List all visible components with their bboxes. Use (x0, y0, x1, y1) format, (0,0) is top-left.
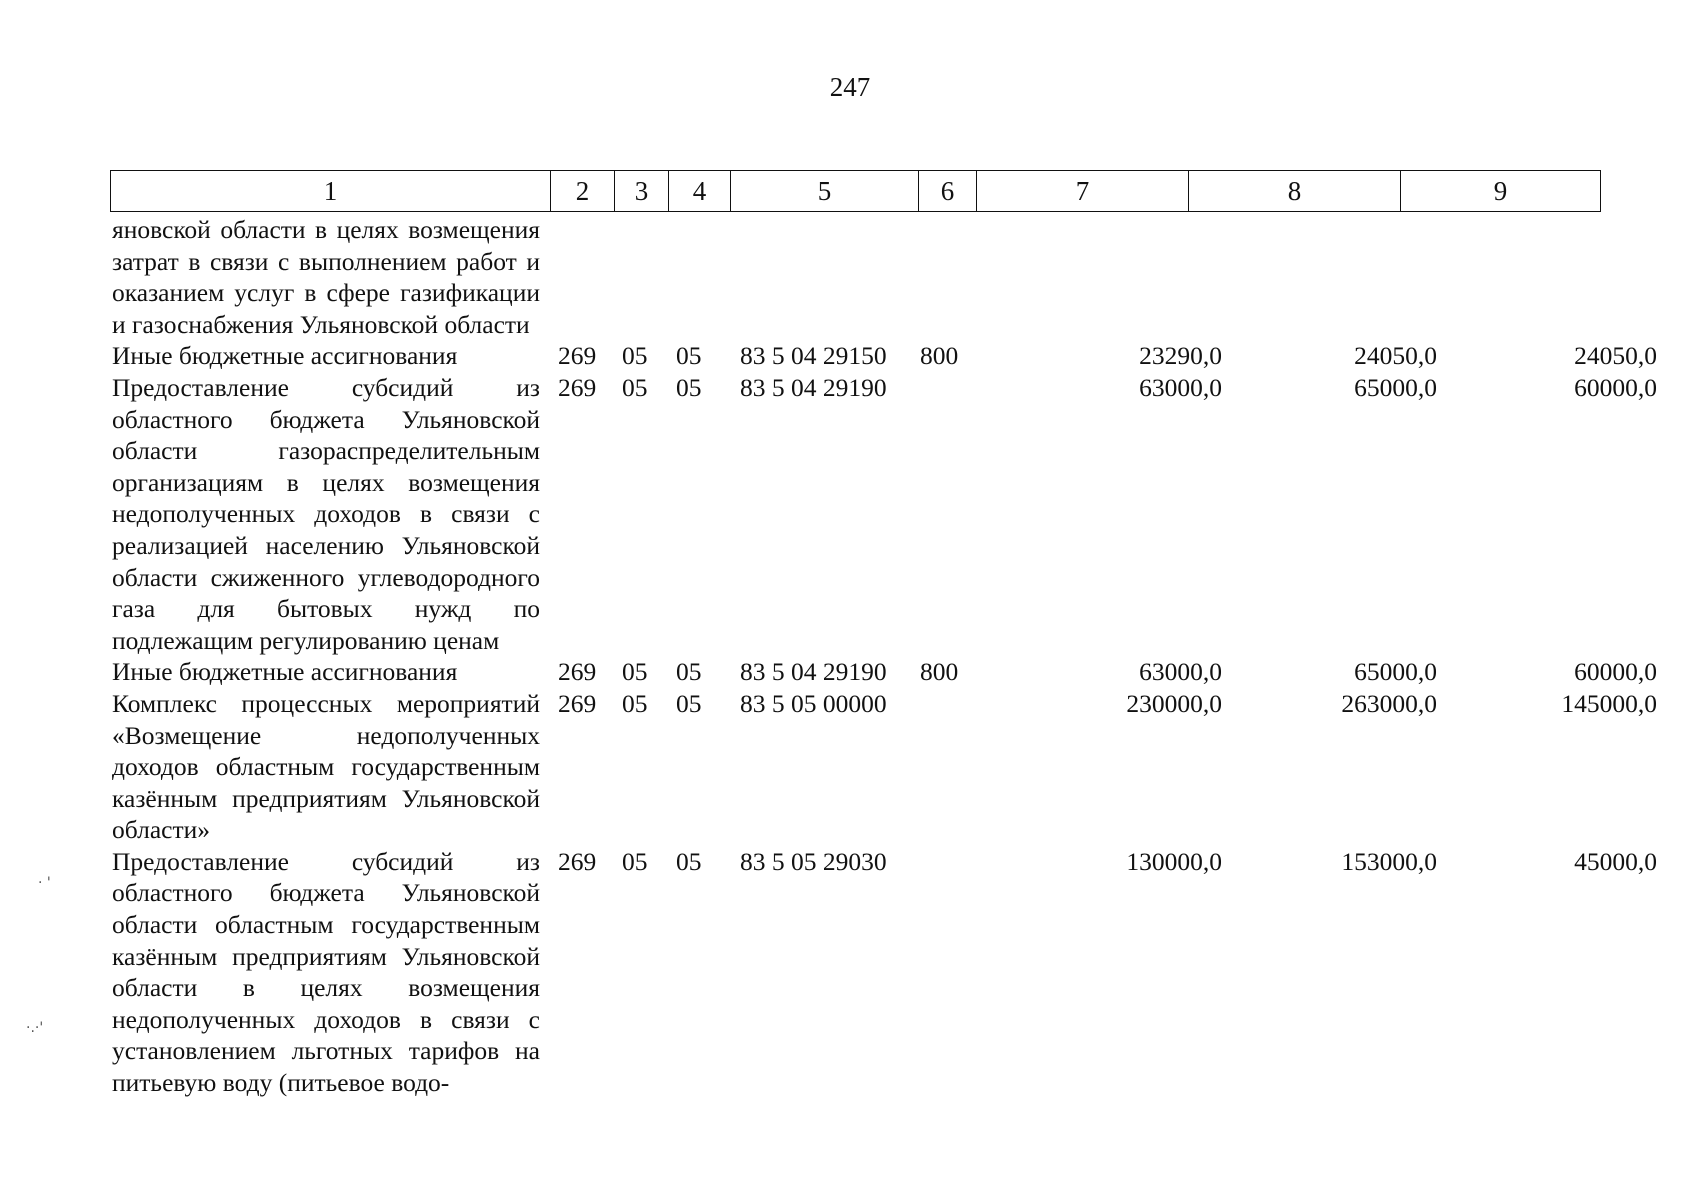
column-header-4: 4 (669, 171, 731, 212)
scan-speck-mark: · ' (38, 875, 51, 891)
column-header-3: 3 (615, 171, 669, 212)
table-row (112, 656, 1657, 688)
row-target-article-code: 83 5 05 29030 (740, 846, 887, 876)
row-ministry-code: 269 (558, 341, 597, 371)
row-amount-col7: 130000,0 (1126, 846, 1222, 876)
row-amount-col9: 145000,0 (1561, 688, 1657, 718)
row-subsection-code: 05 (676, 657, 702, 687)
column-header-1: 1 (111, 171, 551, 212)
column-header-8: 8 (1189, 171, 1401, 212)
row-amount-col8: 153000,0 (1341, 846, 1437, 876)
column-header-2: 2 (551, 171, 615, 212)
row-description: Иные бюджетные ассигнования (112, 341, 458, 371)
scan-speck-mark: ·.·' (26, 1020, 44, 1036)
column-header-9: 9 (1401, 171, 1601, 212)
row-amount-col7: 230000,0 (1126, 688, 1222, 718)
row-description: Предоставление субсидий из областного бюджета Ульяновской области областным государственным казённым предприятиям Ульяновской области в целях возмещения недополученных доходов в связи с установлением льготных тарифов на питьевую воду (питьевое водо- (112, 846, 540, 1098)
table-header (110, 170, 1601, 212)
row-subsection-code: 05 (676, 846, 702, 876)
row-section-code: 05 (622, 657, 648, 687)
row-description: Иные бюджетные ассигнования (112, 657, 458, 687)
row-amount-col8: 263000,0 (1341, 688, 1437, 718)
column-header-6: 6 (919, 171, 977, 212)
row-section-code: 05 (622, 688, 648, 718)
row-subsection-code: 05 (676, 341, 702, 371)
row-target-article-code: 83 5 04 29190 (740, 657, 887, 687)
row-amount-col9: 60000,0 (1574, 657, 1657, 687)
row-target-article-code: 83 5 05 00000 (740, 688, 887, 718)
table-body (112, 214, 1657, 1099)
table-row (112, 340, 1657, 372)
row-amount-col8: 65000,0 (1354, 657, 1437, 687)
row-expense-type-code: 800 (920, 657, 959, 687)
column-header-7: 7 (977, 171, 1189, 212)
row-target-article-code: 83 5 04 29150 (740, 341, 887, 371)
row-amount-col9: 60000,0 (1574, 372, 1657, 402)
row-description: Комплекс процессных мероприятий «Возмещение недополученных доходов областным государственным казённым предприятиям Ульяновской области» (112, 688, 540, 845)
row-amount-col7: 63000,0 (1139, 372, 1222, 402)
table-row (112, 214, 1602, 340)
table-row (112, 688, 1657, 846)
row-description: яновской области в целях возмещения затрат в связи с выполнением работ и оказанием услуг в сфере газификации и газоснабжения Ульяновской области (112, 215, 540, 339)
row-amount-col9: 24050,0 (1574, 341, 1657, 371)
table-row (112, 846, 1657, 1099)
row-expense-type-code: 800 (920, 341, 959, 371)
row-ministry-code: 269 (558, 688, 597, 718)
row-description: Предоставление субсидий из областного бюджета Ульяновской области газораспределительным организациям в целях возмещения недополученных доходов в связи с реализацией населению Ульяновской области сжиженного углеводородного газа для бытовых нужд по подлежащим регулированию ценам (112, 372, 540, 655)
row-amount-col7: 63000,0 (1139, 657, 1222, 687)
row-section-code: 05 (622, 372, 648, 402)
row-subsection-code: 05 (676, 688, 702, 718)
row-ministry-code: 269 (558, 657, 597, 687)
row-ministry-code: 269 (558, 846, 597, 876)
row-ministry-code: 269 (558, 372, 597, 402)
column-header-5: 5 (731, 171, 919, 212)
row-amount-col7: 23290,0 (1139, 341, 1222, 371)
row-section-code: 05 (622, 846, 648, 876)
row-section-code: 05 (622, 341, 648, 371)
page-number: 247 (829, 72, 871, 102)
row-subsection-code: 05 (676, 372, 702, 402)
row-amount-col8: 24050,0 (1354, 341, 1437, 371)
row-target-article-code: 83 5 04 29190 (740, 372, 887, 402)
row-amount-col9: 45000,0 (1574, 846, 1657, 876)
table-row (112, 372, 1657, 656)
row-amount-col8: 65000,0 (1354, 372, 1437, 402)
